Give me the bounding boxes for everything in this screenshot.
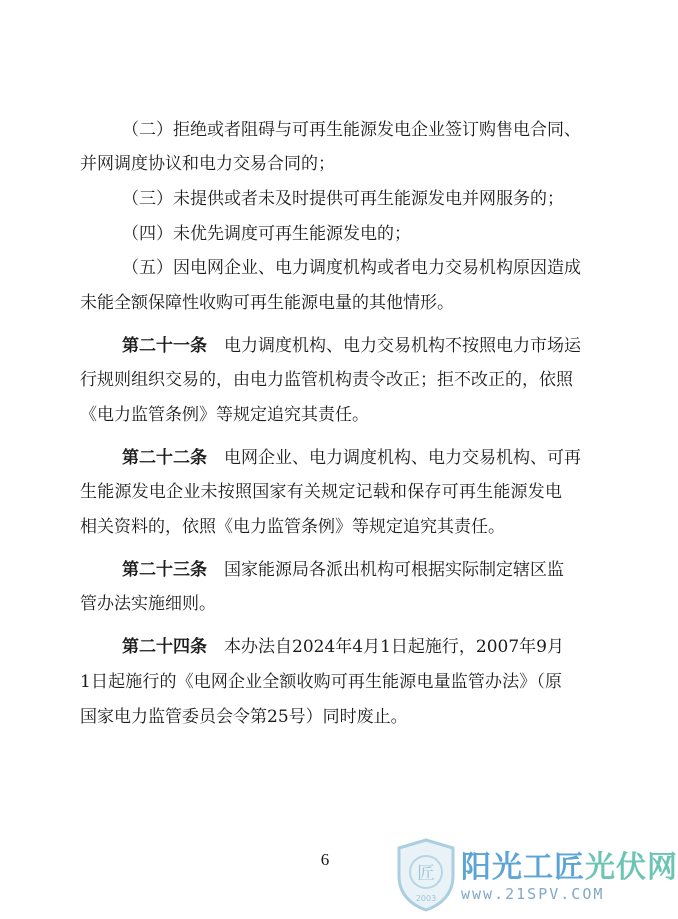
text-run: 生能源发电企业未按照国家有关规定记载和保存可再生能源发电: [80, 482, 562, 502]
text-run: 未能全额保障性收购可再生能源电量的其他情形。: [80, 293, 454, 313]
text-run: 并网调度协议和电力交易合同的；: [80, 154, 335, 174]
text-run: （三）未提供或者未及时提供可再生能源发电并网服务的；: [122, 189, 564, 209]
text-line: [122, 334, 581, 358]
text-run: 国家能源局各派出机构可根据实际制定辖区监: [207, 560, 564, 580]
watermark-url: www.21SPV.COM: [461, 885, 605, 903]
badge-char: 匠: [417, 863, 435, 884]
text-line: [122, 222, 411, 246]
text-line: [122, 118, 581, 142]
page-number: 6: [320, 850, 330, 869]
text-line: [122, 635, 562, 659]
text-line: [122, 446, 581, 470]
text-run: （二）拒绝或者阻碍与可再生能源发电企业签订购售电合同、: [122, 120, 581, 140]
text-run: 电力调度机构、电力交易机构不按照电力市场运: [207, 336, 581, 356]
article-heading: 第二十一条: [122, 336, 207, 356]
text-line: [80, 515, 505, 539]
watermark-title: [461, 842, 678, 886]
watermark-title-part2: 光伏网: [585, 850, 678, 885]
badge-year: 2003: [415, 894, 437, 903]
shield-logo-icon: [395, 838, 457, 912]
text-run: 行规则组织交易的，由电力监管机构责令改正；拒不改正的，依照: [80, 370, 573, 390]
text-line: [80, 480, 562, 504]
text-line: [122, 187, 562, 211]
text-run: （四）未优先调度可再生能源发电的；: [122, 224, 411, 244]
text-line: [80, 291, 454, 315]
text-run: 国家电力监管委员会令第25号）同时废止。: [80, 707, 408, 727]
text-run: 1日起施行的《电网企业全额收购可再生能源电量监管办法》（原: [80, 672, 562, 692]
text-run: 电网企业、电力调度机构、电力交易机构、可再: [207, 448, 581, 468]
watermark-title-part1: 阳光工匠: [461, 850, 585, 885]
article-heading: 第二十三条: [122, 560, 207, 580]
text-line: [80, 592, 216, 616]
text-run: 本办法自2024年4月1日起施行，2007年9月: [207, 637, 564, 657]
text-line: [80, 152, 335, 176]
text-line: [80, 403, 369, 427]
text-run: 相关资料的，依照《电力监管条例》等规定追究其责任。: [80, 517, 505, 537]
text-line: [80, 670, 562, 694]
watermark: [395, 838, 678, 912]
text-run: 管办法实施细则。: [80, 594, 216, 614]
text-line: [122, 256, 581, 280]
text-run: （五）因电网企业、电力调度机构或者电力交易机构原因造成: [122, 258, 581, 278]
text-line: [80, 705, 408, 729]
text-line: [80, 368, 573, 392]
text-run: 《电力监管条例》等规定追究其责任。: [80, 405, 369, 425]
text-line: [122, 558, 562, 582]
article-heading: 第二十二条: [122, 448, 207, 468]
article-heading: 第二十四条: [122, 637, 207, 657]
